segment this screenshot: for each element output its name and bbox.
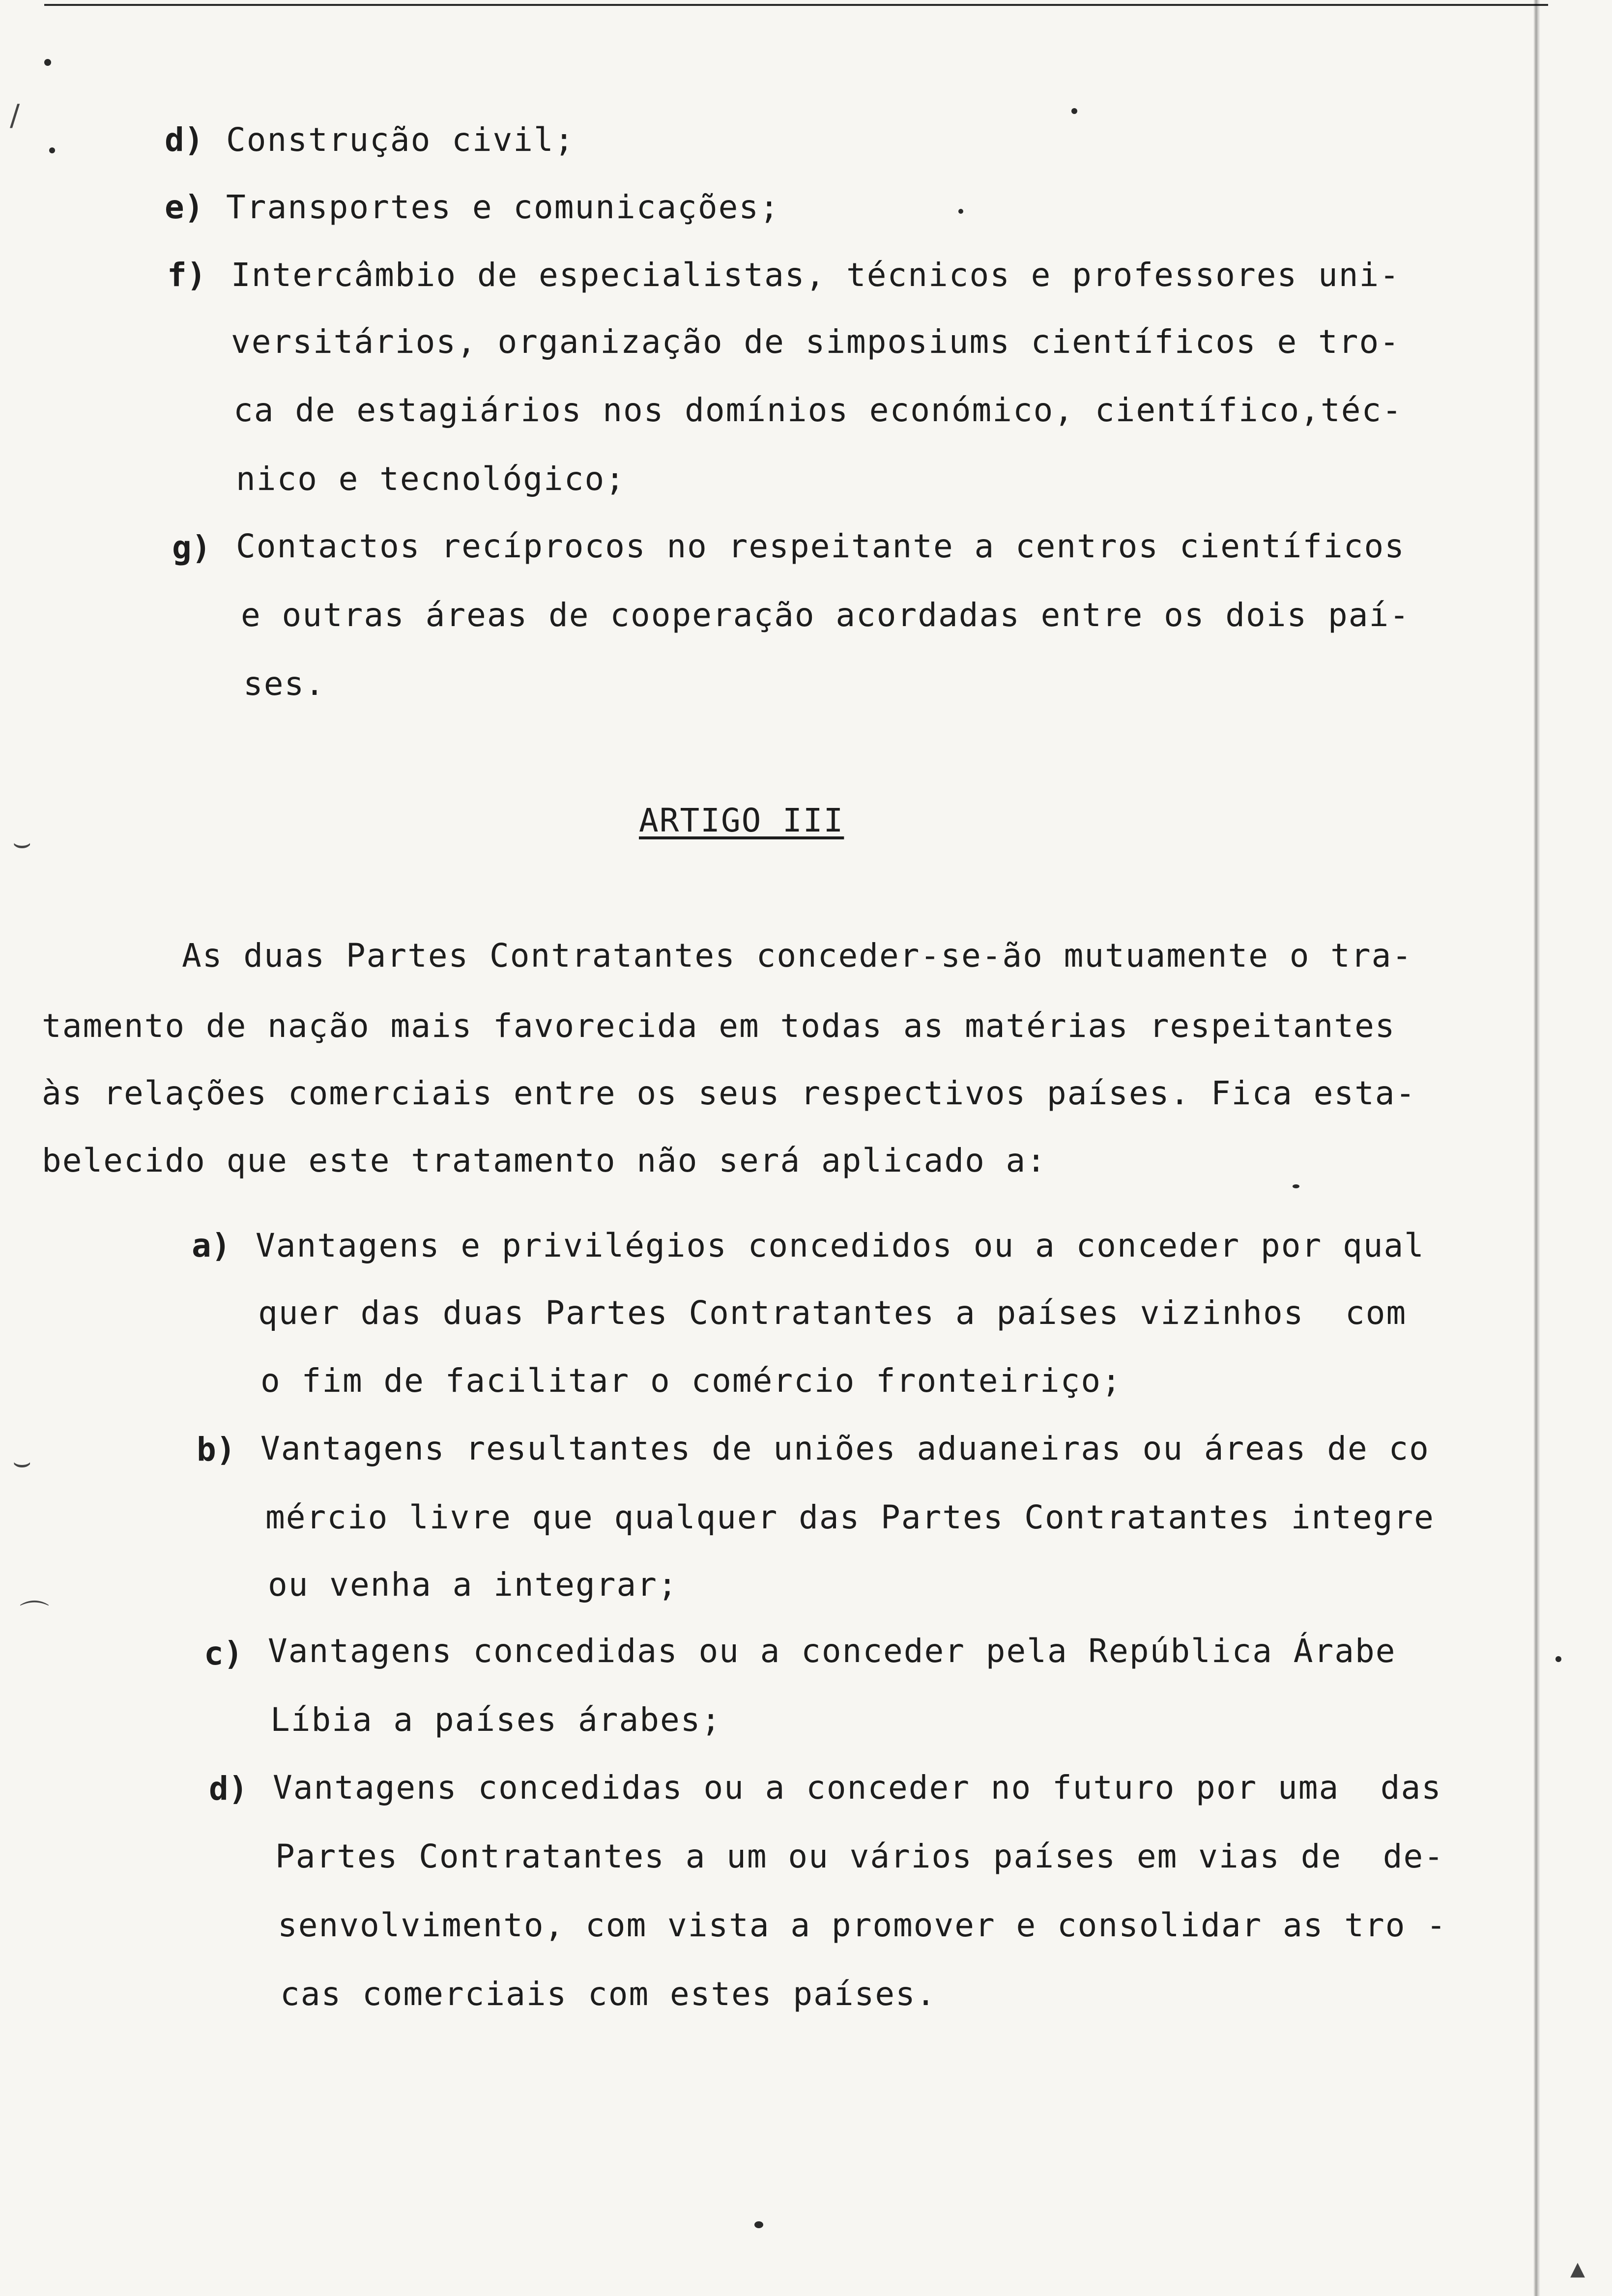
item-f-line-4: nico e tecnológico; <box>236 460 626 498</box>
margin-mark-icon: ⌣ <box>12 1445 32 1479</box>
item-d2-line-4: cas comerciais com estes países. <box>280 1975 937 2013</box>
scan-speck <box>49 147 55 153</box>
item-marker-d2: d) <box>209 1770 248 1808</box>
item-marker-e: e) <box>165 188 204 226</box>
item-c-line-2: Líbia a países árabes; <box>270 1701 722 1739</box>
item-b-line-1: Vantagens resultantes de uniões aduaneiras ou áreas de co <box>260 1430 1430 1467</box>
item-marker-g: g) <box>172 529 211 567</box>
scan-speck <box>1293 1184 1299 1188</box>
item-c-line-1: Vantagens concedidas ou a conceder pela República Árabe <box>268 1632 1396 1670</box>
item-d2-line-1: Vantagens concedidas ou a conceder no futuro por uma das <box>273 1769 1442 1807</box>
item-e-line: Transportes e comunicações; <box>226 188 780 226</box>
top-rule <box>44 4 1548 6</box>
paragraph-line-3: às relações comerciais entre os seus respectivos países. Fica esta- <box>42 1074 1416 1112</box>
item-marker-c: c) <box>204 1635 243 1672</box>
scan-edge-shadow <box>1533 0 1540 2296</box>
item-g-line-3: ses. <box>243 665 325 703</box>
item-d-line: Construção civil; <box>226 121 575 159</box>
item-a-line-3: o fim de facilitar o comércio fronteiriço; <box>260 1362 1122 1400</box>
paragraph-line-1: As duas Partes Contratantes conceder-se-ão mutuamente o tra- <box>182 937 1413 975</box>
item-g-line-1: Contactos recíprocos no respeitante a centros científicos <box>236 527 1405 565</box>
scan-speck <box>754 2221 763 2228</box>
item-f-line-3: ca de estagiários nos domínios económico, científico,téc- <box>233 391 1403 429</box>
item-f-line-1: Intercâmbio de especialistas, técnicos e professores uni- <box>231 256 1400 294</box>
article-heading: ARTIGO III <box>639 802 844 839</box>
item-b-line-3: ou venha a integrar; <box>268 1566 678 1604</box>
item-d2-line-3: senvolvimento, com vista a promover e consolidar as tro - <box>278 1906 1447 1944</box>
item-b-line-2: mércio livre que qualquer das Partes Contratantes integre <box>265 1498 1435 1536</box>
item-marker-b: b) <box>197 1431 236 1468</box>
margin-mark-icon: ⌣ <box>12 826 32 860</box>
item-a-line-1: Vantagens e privilégios concedidos ou a conceder por qual <box>256 1227 1425 1264</box>
item-marker-a: a) <box>192 1227 231 1264</box>
paragraph-line-4: belecido que este tratamento não será aplicado a: <box>42 1142 1047 1179</box>
paragraph-line-2: tamento de nação mais favorecida em todas as matérias respeitantes <box>42 1007 1396 1045</box>
item-g-line-2: e outras áreas de cooperação acordadas entre os dois paí- <box>241 596 1410 634</box>
margin-mark-icon: / <box>10 98 20 133</box>
item-marker-f: f) <box>167 256 206 294</box>
item-f-line-2: versitários, organização de simposiums científicos e tro- <box>231 323 1400 361</box>
scan-speck <box>1071 108 1077 114</box>
item-marker-d: d) <box>165 121 204 159</box>
margin-mark-icon: ⌒ <box>20 1599 49 1633</box>
margin-mark-icon: ▴ <box>1570 2251 1585 2285</box>
item-d2-line-2: Partes Contratantes a um ou vários países em vias de de- <box>275 1837 1444 1875</box>
item-a-line-2: quer das duas Partes Contratantes a países vizinhos com <box>258 1294 1407 1332</box>
scan-speck <box>1555 1656 1561 1662</box>
scan-speck <box>958 209 963 214</box>
scan-speck <box>44 59 51 66</box>
